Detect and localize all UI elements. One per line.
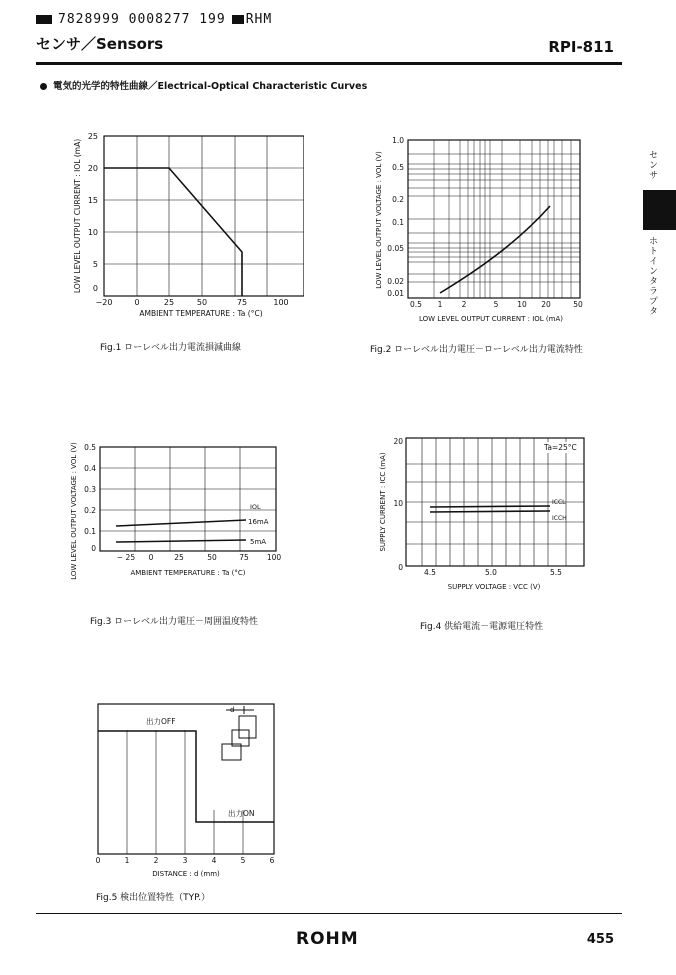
fig5-caption: Fig.5 検出位置特性（TYP.） [96,893,211,903]
fig2-x-tick: 1 [437,300,443,309]
fig3-x-label: AMBIENT TEMPERATURE : Ta (°C) [130,569,246,577]
fig2-y-tick: 0.02 [387,277,404,286]
fig3-y-tick: 0.1 [84,527,96,536]
category-title: センサ／Sensors [36,35,164,53]
fig1-x-label: AMBIENT TEMPERATURE : Ta (°C) [139,309,263,318]
fig5-x-tick: 5 [240,856,246,865]
model-number: RPI-811 [548,38,614,56]
fig5-x-tick: 3 [182,856,188,865]
page-number: 455 [586,932,614,947]
fig5-d-label: d [230,706,235,714]
header-rule [36,62,622,65]
rohm-logo: ROHM [296,929,359,949]
fig4-y-tick: 0 [398,563,403,572]
fig4-x-label: SUPPLY VOLTAGE : VCC (V) [447,583,541,591]
fig3-annotation: IOL [250,503,261,511]
fig3-y-tick: 0.2 [84,506,96,515]
fig4-series-iccl [430,506,550,507]
fig3-x-tick: 100 [266,553,282,562]
fig5-x-tick: 0 [95,856,101,865]
fig3-x-tick: 50 [207,553,217,562]
fig4-y-tick: 10 [393,499,403,508]
fig3-y-tick: 0.3 [84,485,96,494]
fig4-y-label: SUPPLY CURRENT : ICC (mA) [379,452,387,552]
fig3-caption: Fig.3 ローレベル出力電圧－周囲温度特性 [90,617,259,627]
section-title [40,78,367,92]
section-title-text: 電気的光学的特性曲線／Electrical-Optical Characteristic Curves [53,81,368,92]
footer-rule [36,913,622,914]
fig5-on-label: 出力ON [228,809,255,818]
fig4-annotation: Ta=25°C [544,443,577,452]
fig5-x-tick: 4 [211,856,217,865]
fig3-x-tick: 25 [174,553,184,562]
fig5-x-tick: 2 [153,856,159,865]
fig2-y-tick: 0.01 [387,289,404,298]
sidebar-tab-sensor: センサ [647,150,657,180]
fig1-x-tick: 50 [196,298,208,307]
fig5-off-label: 出力OFF [146,717,176,726]
fig3-grid [100,447,276,551]
fig3-y-tick: 0 [91,544,96,553]
fig2-x-tick: 20 [541,300,551,309]
fig3-series-5mA [116,540,246,542]
fig2-x-tick: 2 [461,300,467,309]
fig4-caption: Fig.4 供給電流－電源電圧特性 [420,622,544,632]
fig4-x-tick: 5.0 [485,568,497,577]
fig1-y-tick: 20 [87,164,98,173]
fig2-x-tick: 5 [493,300,499,309]
fig4-x-tick: 5.5 [550,568,562,577]
fig5-sensor-diagram [222,706,256,760]
chart-fig2 [368,130,588,330]
bullet-icon [40,83,47,90]
fig4-series-label: ICCL [552,499,566,506]
fig3-y-tick: 0.5 [84,443,96,452]
fig5-grid [98,704,274,854]
fig2-caption: Fig.2 ローレベル出力電圧－ローレベル出力電流特性 [370,345,583,355]
fig2-y-tick: 0.05 [387,244,404,253]
fig1-caption: Fig.1 ローレベル出力電流損減曲線 [100,343,242,353]
fig4-series-label: ICCH [552,515,567,522]
document-serial [36,12,272,27]
fig3-series-16mA [116,520,246,526]
fig1-y-tick: 10 [87,228,98,237]
fig1-x-tick: 0 [134,298,140,307]
fig1-grid [104,136,304,296]
fig2-x-tick: 10 [517,300,527,309]
chart-fig4 [370,430,600,600]
fig3-x-tick: − 25 [116,553,136,562]
fig2-grid [408,140,580,298]
black-block [232,15,244,24]
brand-code: RHM [245,12,273,27]
fig1-y-tick: 5 [92,260,98,269]
black-block [36,15,52,24]
sidebar-tab-photointerrupter: ホトインタラプタ [647,236,657,316]
fig3-x-tick: 75 [239,553,249,562]
fig3-y-label: LOW LEVEL OUTPUT VOLTAGE : VOL (V) [70,442,78,580]
fig1-y-label: LOW LEVEL OUTPUT CURRENT : IOL (mA) [73,138,82,294]
fig2-y-tick: 0.2 [392,195,404,204]
fig2-y-label: LOW LEVEL OUTPUT VOLTAGE : VOL (V) [375,151,383,289]
fig5-x-tick: 6 [269,856,275,865]
fig2-y-tick: 0.5 [392,163,404,172]
fig1-x-tick: 100 [273,298,289,307]
sidebar-tab-block [643,190,676,230]
fig1-x-tick: 25 [163,298,175,307]
chart-fig1 [64,128,304,318]
fig2-x-label: LOW LEVEL OUTPUT CURRENT : IOL (mA) [419,315,563,323]
fig1-x-tick: 75 [236,298,248,307]
fig3-x-tick: 0 [148,553,154,562]
fig2-x-tick: 50 [573,300,583,309]
fig2-y-tick: 1.0 [392,136,404,145]
fig2-y-tick: 0.1 [392,218,404,227]
fig3-series-label: 5mA [250,538,267,546]
fig5-x-tick: 1 [124,856,130,865]
fig4-x-tick: 4.5 [424,568,436,577]
fig4-series-icch [430,511,550,512]
fig1-x-tick: −20 [95,298,113,307]
fig1-y-tick: 25 [87,132,98,141]
fig3-y-tick: 0.4 [84,464,96,473]
chart-fig3 [64,425,294,595]
chart-fig5 [84,700,294,880]
fig5-x-label: DISTANCE : d (mm) [152,870,220,878]
fig2-x-tick: 0.5 [410,300,422,309]
fig1-y-tick: 15 [87,196,98,205]
fig3-series-label: 16mA [248,518,269,526]
fig4-y-tick: 20 [393,437,403,446]
fig1-y-tick: 0 [92,284,98,293]
serial-number: 7828999 0008277 199 [58,12,226,27]
